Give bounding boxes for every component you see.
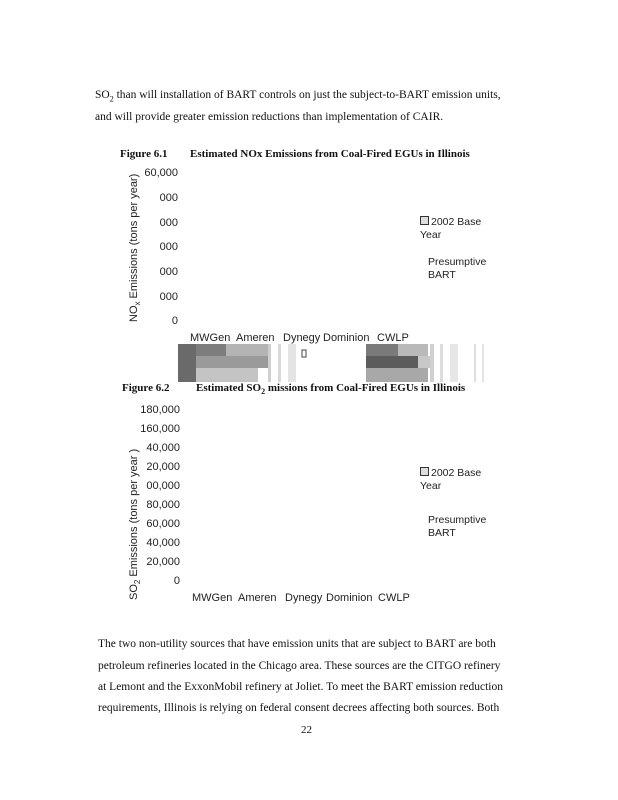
figure1-y-axis-label: $NO_x$ Emissions (tons per year) <box>128 173 143 322</box>
so2-subscript: 2 <box>109 94 114 104</box>
figure1-tick: 000 <box>159 266 178 278</box>
figure2-tick: 160,000 <box>140 423 180 435</box>
figure2-category: CWLP <box>378 592 410 604</box>
figure2-tick: 60,000 <box>146 518 180 530</box>
figure2-category: Dynegy <box>285 592 323 604</box>
figure2-category: Ameren <box>238 592 277 604</box>
figure2-tick: 20,000 <box>146 461 180 473</box>
paragraph-bottom-line-4: requirements, Illinois is relying on federal consent decrees affecting both sources. Both <box>98 702 500 714</box>
figure2-tick: 40,000 <box>146 442 180 454</box>
figure1-title: Estimated NOx Emissions from Coal-Fired EGUs in Illinois <box>190 148 470 160</box>
figure2-tick: 40,000 <box>146 537 180 549</box>
figure1-tick: 000 <box>159 192 178 204</box>
figure2-tick: 0 <box>173 575 180 587</box>
page-number: 22 <box>301 724 312 736</box>
figure2-legend-base-year: 2002 Base Year <box>420 467 482 492</box>
paragraph-text: than will installation of BART controls on just the subject-to-BART emission units, <box>113 89 501 101</box>
paragraph-bottom-line-1: The two non-utility sources that have emission units that are subject to BART are both <box>98 638 496 650</box>
figure1-category: Dominion <box>323 332 370 344</box>
figure2-y-axis-label: $SO_2$ Emissions (tons per year ) <box>128 448 143 600</box>
figure1-legend-base-year: 2002 Base Year <box>420 216 482 241</box>
legend-swatch <box>420 467 429 476</box>
figure2-title: Estimated $SO_2$ missions from Coal-Fired EGUs in Illinois <box>196 382 466 397</box>
legend-swatch <box>420 216 429 225</box>
figure2-tick: 80,000 <box>146 499 180 511</box>
figure2-tick: 20,000 <box>146 556 180 568</box>
figure2-legend-presumptive-bart: Presumptive BART <box>428 514 487 539</box>
figure1-category: Dynegy <box>283 332 321 344</box>
misrendered-bar-strip <box>178 344 496 382</box>
figure1-label: Figure 6.1 <box>120 148 168 160</box>
so2-text: SO <box>95 89 110 101</box>
paragraph-bottom-line-3: at Lemont and the ExxonMobil refinery at Joliet. To meet the BART emission reduction <box>98 681 503 693</box>
paragraph-bottom-line-2: petroleum refineries located in the Chicago area. These sources are the CITGO refinery <box>98 660 501 672</box>
figure1-tick: 000 <box>159 291 178 303</box>
figure2-tick: 00,000 <box>146 480 180 492</box>
bar-strip-graphic <box>178 344 496 382</box>
paragraph-top-line-2: and will provide greater emission reductions than implementation of CAIR. <box>95 111 444 123</box>
figure1-tick: 000 <box>159 217 178 229</box>
figure1-category: Ameren <box>236 332 275 344</box>
figure2-category: Dominion <box>326 592 373 604</box>
figure2-label: Figure 6.2 <box>122 382 170 394</box>
figure1-tick: 0 <box>171 315 178 327</box>
figure1-category: CWLP <box>377 332 409 344</box>
figure2-tick: 180,000 <box>140 404 180 416</box>
figure1-tick: 60,000 <box>144 167 178 179</box>
figure2-category: MWGen <box>192 592 233 604</box>
figure1-category: MWGen <box>190 332 231 344</box>
figure1-legend-presumptive-bart: Presumptive BART <box>428 256 487 281</box>
figure1-tick: 000 <box>159 241 178 253</box>
